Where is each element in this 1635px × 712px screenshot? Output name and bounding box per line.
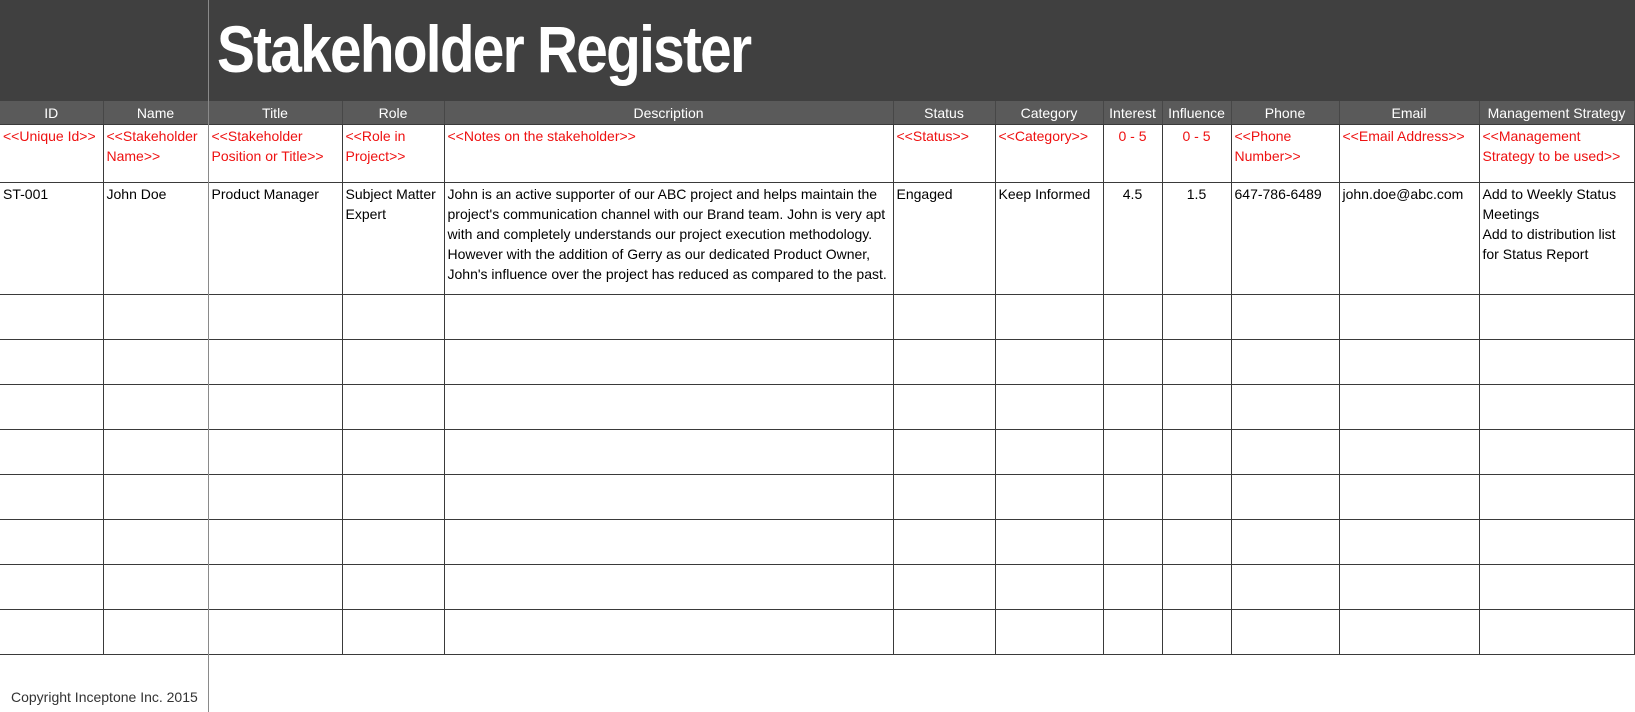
empty-cell[interactable] bbox=[1339, 385, 1479, 430]
col-header-phone[interactable]: Phone bbox=[1231, 101, 1339, 125]
empty-cell[interactable] bbox=[342, 610, 444, 655]
cell-description[interactable]: John is an active supporter of our ABC project and helps maintain the project's communication channel with our Brand team. John is very apt with and completely understands our project execution methodology. However with the addition of Gerry as our dedicated Product Owner, John's influence over the project has reduced as compared to the past. bbox=[444, 183, 893, 295]
empty-cell[interactable] bbox=[1103, 475, 1162, 520]
cell-role[interactable]: <<Role in Project>> bbox=[342, 125, 444, 183]
empty-cell[interactable] bbox=[1231, 565, 1339, 610]
empty-cell[interactable] bbox=[0, 385, 103, 430]
empty-cell[interactable] bbox=[1103, 565, 1162, 610]
empty-cell[interactable] bbox=[444, 385, 893, 430]
empty-cell[interactable] bbox=[1479, 295, 1634, 340]
empty-cell[interactable] bbox=[1479, 340, 1634, 385]
cell-status[interactable]: Engaged bbox=[893, 183, 995, 295]
empty-cell[interactable] bbox=[1162, 565, 1231, 610]
cell-email[interactable]: john.doe@abc.com bbox=[1339, 183, 1479, 295]
col-header-category[interactable]: Category bbox=[995, 101, 1103, 125]
col-header-email[interactable]: Email bbox=[1339, 101, 1479, 125]
empty-cell[interactable] bbox=[1162, 295, 1231, 340]
empty-cell[interactable] bbox=[103, 340, 208, 385]
cell-email[interactable]: <<Email Address>> bbox=[1339, 125, 1479, 183]
empty-cell[interactable] bbox=[208, 475, 342, 520]
cell-influence[interactable]: 1.5 bbox=[1162, 183, 1231, 295]
empty-cell[interactable] bbox=[995, 520, 1103, 565]
empty-cell[interactable] bbox=[1162, 520, 1231, 565]
empty-cell[interactable] bbox=[1231, 385, 1339, 430]
stakeholder-table bbox=[0, 101, 1635, 655]
empty-cell[interactable] bbox=[1479, 610, 1634, 655]
empty-cell[interactable] bbox=[1103, 340, 1162, 385]
cell-category[interactable]: <<Category>> bbox=[995, 125, 1103, 183]
empty-cell[interactable] bbox=[1231, 430, 1339, 475]
empty-cell[interactable] bbox=[342, 475, 444, 520]
empty-cell[interactable] bbox=[103, 430, 208, 475]
empty-cell[interactable] bbox=[1479, 385, 1634, 430]
empty-cell[interactable] bbox=[0, 475, 103, 520]
empty-cell[interactable] bbox=[208, 610, 342, 655]
empty-cell[interactable] bbox=[893, 385, 995, 430]
empty-cell[interactable] bbox=[444, 520, 893, 565]
cell-name[interactable]: <<Stakeholder Name>> bbox=[103, 125, 208, 183]
empty-cell[interactable] bbox=[1103, 430, 1162, 475]
col-header-title[interactable]: Title bbox=[208, 101, 342, 125]
col-header-id[interactable]: ID bbox=[0, 101, 103, 125]
col-header-interest[interactable]: Interest bbox=[1103, 101, 1162, 125]
empty-cell[interactable] bbox=[1339, 340, 1479, 385]
empty-table-row bbox=[0, 430, 1634, 475]
empty-table-row bbox=[0, 565, 1634, 610]
empty-cell[interactable] bbox=[1479, 565, 1634, 610]
empty-cell[interactable] bbox=[342, 295, 444, 340]
empty-cell[interactable] bbox=[103, 475, 208, 520]
empty-cell[interactable] bbox=[1339, 475, 1479, 520]
cell-phone[interactable]: <<Phone Number>> bbox=[1231, 125, 1339, 183]
empty-cell[interactable] bbox=[1231, 295, 1339, 340]
empty-cell[interactable] bbox=[0, 295, 103, 340]
empty-cell[interactable] bbox=[995, 295, 1103, 340]
empty-cell[interactable] bbox=[1103, 295, 1162, 340]
cell-id[interactable]: ST-001 bbox=[0, 183, 103, 295]
empty-table-row bbox=[0, 610, 1634, 655]
empty-cell[interactable] bbox=[208, 565, 342, 610]
empty-cell[interactable] bbox=[1162, 430, 1231, 475]
empty-cell[interactable] bbox=[1339, 295, 1479, 340]
strategy-line: Add to distribution list for Status Report bbox=[1482, 226, 1616, 262]
empty-cell[interactable] bbox=[0, 430, 103, 475]
empty-cell[interactable] bbox=[1162, 385, 1231, 430]
cell-description[interactable]: <<Notes on the stakeholder>> bbox=[444, 125, 893, 183]
empty-cell[interactable] bbox=[103, 565, 208, 610]
empty-cell[interactable] bbox=[0, 610, 103, 655]
col-header-role[interactable]: Role bbox=[342, 101, 444, 125]
title-band bbox=[0, 0, 1635, 101]
col-header-description[interactable]: Description bbox=[444, 101, 893, 125]
table-row bbox=[0, 183, 1634, 295]
empty-table-row bbox=[0, 475, 1634, 520]
empty-cell[interactable] bbox=[444, 340, 893, 385]
empty-cell[interactable] bbox=[1339, 610, 1479, 655]
empty-cell[interactable] bbox=[208, 520, 342, 565]
empty-cell[interactable] bbox=[444, 565, 893, 610]
cell-title[interactable]: Product Manager bbox=[208, 183, 342, 295]
empty-table-row bbox=[0, 340, 1634, 385]
empty-cell[interactable] bbox=[1103, 520, 1162, 565]
empty-cell[interactable] bbox=[444, 475, 893, 520]
empty-cell[interactable] bbox=[342, 430, 444, 475]
empty-cell[interactable] bbox=[103, 610, 208, 655]
empty-cell[interactable] bbox=[1479, 475, 1634, 520]
cell-strategy[interactable]: <<Management Strategy to be used>> bbox=[1479, 125, 1634, 183]
empty-rows bbox=[0, 295, 1634, 655]
cell-phone[interactable]: 647-786-6489 bbox=[1231, 183, 1339, 295]
cell-influence[interactable]: 0 - 5 bbox=[1162, 125, 1231, 183]
cell-role[interactable]: Subject Matter Expert bbox=[342, 183, 444, 295]
empty-cell[interactable] bbox=[1103, 610, 1162, 655]
col-header-strategy[interactable]: Management Strategy bbox=[1479, 101, 1634, 125]
empty-cell[interactable] bbox=[342, 565, 444, 610]
empty-cell[interactable] bbox=[342, 520, 444, 565]
copyright-footer: Copyright Inceptone Inc. 2015 bbox=[11, 689, 198, 705]
empty-cell[interactable] bbox=[1103, 385, 1162, 430]
column-header-row bbox=[0, 101, 1634, 125]
empty-cell[interactable] bbox=[1339, 565, 1479, 610]
empty-cell[interactable] bbox=[342, 340, 444, 385]
empty-cell[interactable] bbox=[893, 295, 995, 340]
empty-cell[interactable] bbox=[103, 520, 208, 565]
empty-cell[interactable] bbox=[444, 610, 893, 655]
empty-table-row bbox=[0, 295, 1634, 340]
empty-table-row bbox=[0, 385, 1634, 430]
col-header-influence[interactable]: Influence bbox=[1162, 101, 1231, 125]
empty-cell[interactable] bbox=[208, 430, 342, 475]
placeholder-row bbox=[0, 125, 1634, 183]
empty-cell[interactable] bbox=[1479, 520, 1634, 565]
empty-cell[interactable] bbox=[208, 385, 342, 430]
cell-id[interactable]: <<Unique Id>> bbox=[0, 125, 103, 183]
cell-title[interactable]: <<Stakeholder Position or Title>> bbox=[208, 125, 342, 183]
empty-cell[interactable] bbox=[995, 565, 1103, 610]
empty-cell[interactable] bbox=[1339, 430, 1479, 475]
empty-cell[interactable] bbox=[893, 475, 995, 520]
empty-cell[interactable] bbox=[103, 295, 208, 340]
empty-cell[interactable] bbox=[1479, 430, 1634, 475]
empty-cell[interactable] bbox=[893, 610, 995, 655]
empty-cell[interactable] bbox=[342, 385, 444, 430]
empty-cell[interactable] bbox=[1231, 610, 1339, 655]
empty-cell[interactable] bbox=[1231, 340, 1339, 385]
empty-cell[interactable] bbox=[444, 295, 893, 340]
empty-cell[interactable] bbox=[995, 430, 1103, 475]
empty-cell[interactable] bbox=[893, 520, 995, 565]
cell-interest[interactable]: 4.5 bbox=[1103, 183, 1162, 295]
cell-interest[interactable]: 0 - 5 bbox=[1103, 125, 1162, 183]
empty-cell[interactable] bbox=[1162, 340, 1231, 385]
empty-cell[interactable] bbox=[995, 385, 1103, 430]
empty-table-row bbox=[0, 520, 1634, 565]
empty-cell[interactable] bbox=[1162, 475, 1231, 520]
empty-cell[interactable] bbox=[1231, 475, 1339, 520]
empty-cell[interactable] bbox=[1339, 520, 1479, 565]
empty-cell[interactable] bbox=[0, 520, 103, 565]
empty-cell[interactable] bbox=[995, 340, 1103, 385]
cell-category[interactable]: Keep Informed bbox=[995, 183, 1103, 295]
empty-cell[interactable] bbox=[103, 385, 208, 430]
cell-status[interactable]: <<Status>> bbox=[893, 125, 995, 183]
empty-cell[interactable] bbox=[1231, 520, 1339, 565]
empty-cell[interactable] bbox=[0, 565, 103, 610]
empty-cell[interactable] bbox=[893, 430, 995, 475]
cell-name[interactable]: John Doe bbox=[103, 183, 208, 295]
empty-cell[interactable] bbox=[208, 340, 342, 385]
divider-line bbox=[208, 0, 209, 712]
col-header-status[interactable]: Status bbox=[893, 101, 995, 125]
empty-cell[interactable] bbox=[208, 295, 342, 340]
empty-cell[interactable] bbox=[893, 565, 995, 610]
page-title: Stakeholder Register bbox=[217, 12, 751, 86]
col-header-name[interactable]: Name bbox=[103, 101, 208, 125]
empty-cell[interactable] bbox=[995, 610, 1103, 655]
empty-cell[interactable] bbox=[444, 430, 893, 475]
empty-cell[interactable] bbox=[995, 475, 1103, 520]
empty-cell[interactable] bbox=[1162, 610, 1231, 655]
empty-cell[interactable] bbox=[0, 340, 103, 385]
cell-strategy[interactable] bbox=[1479, 183, 1634, 295]
empty-cell[interactable] bbox=[893, 340, 995, 385]
strategy-line: Add to Weekly Status Meetings bbox=[1482, 186, 1617, 222]
